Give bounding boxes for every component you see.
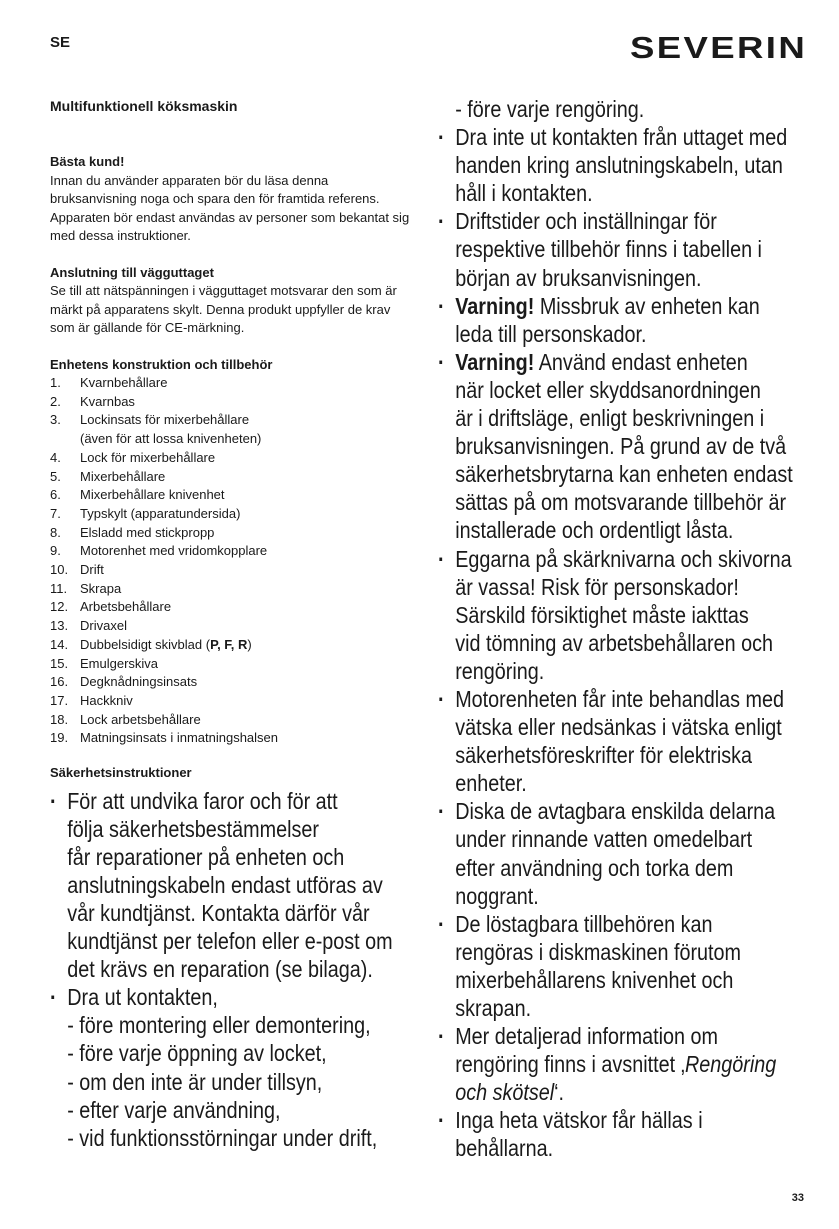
right-column	[438, 95, 839, 1163]
intro-section	[50, 153, 410, 246]
list-item	[50, 505, 410, 524]
item-number: 8.	[50, 524, 61, 540]
item-text: Kvarnbehållare	[80, 375, 168, 390]
document-title: Multifunktionell köksmaskin	[50, 98, 238, 114]
item-number: 15.	[50, 655, 69, 671]
safety-item	[438, 1022, 808, 1106]
list-item	[50, 729, 410, 748]
safety-item	[438, 1106, 808, 1162]
item-number: 4.	[50, 449, 61, 465]
item-number: 5.	[50, 468, 61, 484]
intro-heading: Bästa kund!	[50, 154, 125, 169]
connection-section	[50, 264, 410, 338]
item-text: Drivaxel	[80, 618, 127, 634]
item-text: Hackkniv	[80, 692, 133, 708]
item-number: 19.	[50, 730, 69, 746]
bullet-icon: ·	[438, 1107, 445, 1134]
item-text: Motorenhet med vridomkopplare	[80, 543, 268, 559]
bullet-icon: ·	[438, 292, 445, 319]
safety-text: Inga heta vätskor får hällas i behållarna.	[455, 1107, 703, 1162]
list-item	[50, 598, 410, 617]
page-number: 33	[791, 1192, 804, 1204]
item-number: 14.	[50, 636, 69, 652]
item-number: 7.	[50, 505, 61, 521]
item-text: Lock arbetsbehållare	[80, 711, 201, 727]
item-text: Degknådningsinsats	[80, 674, 198, 690]
connection-text: Se till att nätspänningen i vägguttaget motsvarar den som är märkt på apparatens skylt. Denna produkt uppfyller de krav som är gällande för CE-märkning.	[50, 283, 397, 335]
safety-text: Eggarna på skärknivarna och skivorna är vassa! Risk för personskador! Särskild försiktighet måste iakttas vid tömning av arbetsbehållaren och rengöring.	[455, 545, 792, 684]
bullet-icon: ·	[438, 348, 445, 375]
bullet-icon: ·	[50, 787, 57, 814]
item-text: Kvarnbas	[80, 393, 135, 409]
continuation-line: - före varje rengöring.	[455, 96, 645, 122]
bullet-icon: ·	[438, 798, 445, 825]
item-number: 13.	[50, 618, 69, 634]
list-item	[50, 617, 410, 636]
safety-text: Diska de avtagbara enskilda delarna under rinnande vatten omedelbart efter användning och torka dem noggrant.	[455, 798, 776, 909]
safety-item	[50, 787, 403, 984]
list-item	[50, 561, 410, 580]
list-item	[50, 655, 410, 674]
safety-text: Varning! Missbruk av enheten kan leda till personskador.	[455, 292, 760, 347]
bullet-icon: ·	[438, 208, 445, 235]
left-column	[50, 98, 410, 1152]
safety-text: Dra inte ut kontakten från uttaget med handen kring anslutningskabeln, utan håll i kontakten.	[455, 124, 788, 207]
item-text: Dubbelsidigt skivblad (P, F, R)	[80, 636, 252, 652]
warning-label: Varning!	[455, 348, 535, 375]
safety-text: Varning! Använd endast enheten när locket eller skyddsanordningen är i driftsläge, enligt beskrivningen i bruksanvisningen. På grund av de två säkerhetsbrytarna kan enheten endast sättas på om motsvarande tillbehör är installerade och ordentligt låsta.	[455, 348, 793, 544]
item-number: 17.	[50, 692, 69, 708]
list-item	[50, 468, 410, 487]
list-item	[50, 393, 410, 412]
safety-item	[438, 207, 808, 291]
item-text: Arbetsbehållare	[80, 599, 172, 615]
safety-right-list	[438, 123, 808, 1162]
safety-item	[438, 348, 808, 545]
item-number: 10.	[50, 562, 69, 578]
item-number: 9.	[50, 543, 61, 559]
safety-text: Mer detaljerad information om rengöring finns i avsnittet ‚Rengöring och skötsel‘.	[455, 1023, 777, 1106]
safety-item	[50, 983, 403, 1152]
list-item	[50, 449, 410, 468]
italic-reference: och skötsel	[455, 1079, 555, 1106]
safety-item	[438, 685, 808, 797]
italic-reference: Rengöring	[684, 1051, 777, 1078]
bullet-icon: ·	[438, 910, 445, 937]
safety-item	[438, 910, 808, 1022]
safety-left	[50, 787, 403, 1152]
parts-list	[50, 374, 410, 748]
item-text: Mixerbehållare	[80, 468, 166, 484]
item-number: 3.	[50, 412, 61, 428]
bullet-icon: ·	[438, 124, 445, 151]
safety-text: Driftstider och inställningar för respektive tillbehör finns i tabellen i början av bruksanvisningen.	[455, 208, 762, 291]
safety-right	[438, 95, 808, 1163]
item-number: 2.	[50, 393, 61, 409]
item-number: 16.	[50, 674, 69, 690]
item-text: Lockinsats för mixerbehållare (även för att lossa knivenheten)	[80, 412, 262, 447]
item-text: Elsladd med stickpropp	[80, 524, 215, 540]
safety-text: De löstagbara tillbehören kan rengöras i diskmaskinen förutom mixerbehållarens knivenhet och skrapan.	[455, 910, 742, 1021]
intro-text: Innan du använder apparaten bör du läsa denna bruksanvisning noga och spara den för framtida referens. Apparaten bör endast användas av personer som bekantat sig med dessa instruktioner.	[50, 172, 410, 243]
item-number: 12.	[50, 599, 69, 615]
item-text: Typskylt (apparatundersida)	[80, 505, 241, 521]
safety-left-list	[50, 787, 403, 1152]
list-item	[50, 374, 410, 393]
item-number: 11.	[50, 580, 68, 596]
item-number: 1.	[50, 375, 61, 390]
safety-item	[438, 797, 808, 909]
parts-section	[50, 356, 410, 749]
item-text: Drift	[80, 562, 104, 578]
safety-heading: Säkerhetsinstruktioner	[50, 765, 192, 781]
list-item	[50, 673, 410, 692]
safety-item	[438, 545, 808, 685]
bullet-icon: ·	[438, 545, 445, 572]
safety-text: Motorenheten får inte behandlas med vätska eller nedsänkas i vätska enligt säkerhetsföreskrifter för elektriska enheter.	[455, 685, 784, 797]
item-number: 18.	[50, 711, 69, 727]
bullet-icon: ·	[438, 685, 445, 712]
list-item	[50, 711, 410, 730]
item-text: Matningsinsats i inmatningshalsen	[80, 730, 278, 746]
safety-text: För att undvika faror och för att följa säkerhetsbestämmelser får reparationer på enheten och anslutningskabeln endast utföras av vår kundtjänst. Kontakta därför vår kundtjänst per telefon eller e-post om det krävs en reparation (se bilaga).	[67, 787, 393, 983]
list-item	[50, 542, 410, 561]
item-text: Emulgerskiva	[80, 655, 159, 671]
list-item	[50, 580, 410, 599]
brand-logo: SEVERIN	[629, 30, 807, 65]
item-number: 6.	[50, 487, 61, 503]
safety-text: Dra ut kontakten, - före montering eller demontering, - före varje öppning av locket, - om den inte är under tillsyn, - efter varje användning, - vid funktionsstörningar under drift,	[67, 984, 378, 1151]
connection-heading: Anslutning till vägguttaget	[50, 264, 214, 280]
safety-item	[438, 292, 808, 348]
item-bold-text: P, F, R	[210, 636, 248, 652]
list-item	[50, 636, 410, 655]
parts-heading: Enhetens konstruktion och tillbehör	[50, 356, 273, 372]
language-code: SE	[50, 34, 71, 51]
bullet-icon: ·	[50, 984, 57, 1011]
item-text: Mixerbehållare knivenhet	[80, 487, 225, 503]
list-item	[50, 411, 410, 448]
item-text: Lock för mixerbehållare	[80, 449, 216, 465]
list-item	[50, 524, 410, 543]
item-text: Skrapa	[80, 580, 122, 596]
warning-label: Varning!	[455, 292, 535, 319]
list-item	[50, 486, 410, 505]
list-item	[50, 692, 410, 711]
bullet-icon: ·	[438, 1023, 445, 1050]
safety-item	[438, 123, 808, 207]
